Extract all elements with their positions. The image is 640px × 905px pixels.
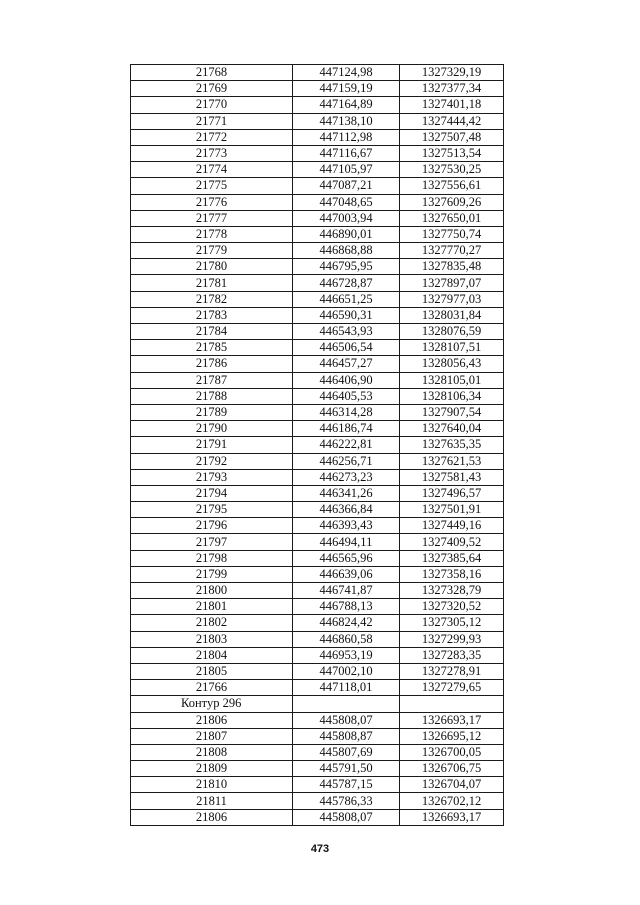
x-coordinate-cell: 445787,15 xyxy=(293,777,400,793)
point-id-cell: 21777 xyxy=(131,210,293,226)
x-coordinate-cell: 446590,31 xyxy=(293,307,400,323)
y-coordinate-cell: 1327320,52 xyxy=(400,599,504,615)
point-id-cell: 21802 xyxy=(131,615,293,631)
y-coordinate-cell: 1326693,17 xyxy=(400,809,504,825)
y-coordinate-cell: 1327409,52 xyxy=(400,534,504,550)
x-coordinate-cell: 446565,96 xyxy=(293,550,400,566)
x-coordinate-cell: 446186,74 xyxy=(293,421,400,437)
point-id-cell: 21779 xyxy=(131,243,293,259)
table-row xyxy=(131,663,504,679)
point-id-cell: 21766 xyxy=(131,680,293,696)
y-coordinate-cell: 1327501,91 xyxy=(400,502,504,518)
table-row xyxy=(131,647,504,663)
point-id-cell: 21806 xyxy=(131,712,293,728)
table-row xyxy=(131,566,504,582)
point-id-cell: 21798 xyxy=(131,550,293,566)
x-coordinate-cell: 445791,50 xyxy=(293,761,400,777)
y-coordinate-cell: 1328031,84 xyxy=(400,307,504,323)
y-coordinate-cell: 1326693,17 xyxy=(400,712,504,728)
point-id-cell: 21803 xyxy=(131,631,293,647)
table-row xyxy=(131,243,504,259)
table-row xyxy=(131,194,504,210)
y-coordinate-cell: 1326706,75 xyxy=(400,761,504,777)
x-coordinate-cell: 447105,97 xyxy=(293,162,400,178)
point-id-cell: 21811 xyxy=(131,793,293,809)
table-row xyxy=(131,583,504,599)
table-row xyxy=(131,259,504,275)
x-coordinate-cell: 446741,87 xyxy=(293,583,400,599)
x-coordinate-cell: 446506,54 xyxy=(293,340,400,356)
point-id-cell: 21773 xyxy=(131,145,293,161)
y-coordinate-cell: 1327449,16 xyxy=(400,518,504,534)
table-row xyxy=(131,113,504,129)
x-coordinate-cell: 445786,33 xyxy=(293,793,400,809)
table-row xyxy=(131,793,504,809)
y-coordinate-cell: 1327635,35 xyxy=(400,437,504,453)
x-coordinate-cell: 446868,88 xyxy=(293,243,400,259)
x-coordinate-cell: 446890,01 xyxy=(293,226,400,242)
point-id-cell: 21792 xyxy=(131,453,293,469)
table-row xyxy=(131,518,504,534)
y-coordinate-cell: 1327609,26 xyxy=(400,194,504,210)
point-id-cell: 21787 xyxy=(131,372,293,388)
table-row xyxy=(131,356,504,372)
x-coordinate-cell: 446341,26 xyxy=(293,485,400,501)
x-coordinate-cell: 447138,10 xyxy=(293,113,400,129)
y-coordinate-cell: 1327305,12 xyxy=(400,615,504,631)
coordinates-table-body xyxy=(131,65,504,826)
y-coordinate-cell: 1327507,48 xyxy=(400,129,504,145)
y-coordinate-cell: 1327750,74 xyxy=(400,226,504,242)
table-row xyxy=(131,210,504,226)
y-coordinate-cell: 1327328,79 xyxy=(400,583,504,599)
table-row xyxy=(131,372,504,388)
point-id-cell: 21790 xyxy=(131,421,293,437)
y-coordinate-cell: 1327329,19 xyxy=(400,65,504,81)
table-row xyxy=(131,226,504,242)
x-coordinate-cell: 446494,11 xyxy=(293,534,400,550)
point-id-cell: 21808 xyxy=(131,744,293,760)
x-coordinate-cell: 446728,87 xyxy=(293,275,400,291)
point-id-cell: 21785 xyxy=(131,340,293,356)
point-id-cell: 21794 xyxy=(131,485,293,501)
table-row xyxy=(131,534,504,550)
x-coordinate-cell: 446953,19 xyxy=(293,647,400,663)
x-coordinate-cell: 446393,43 xyxy=(293,518,400,534)
table-row xyxy=(131,502,504,518)
table-row xyxy=(131,421,504,437)
point-id-cell: 21810 xyxy=(131,777,293,793)
x-coordinate-cell: 447124,98 xyxy=(293,65,400,81)
x-coordinate-cell: 445807,69 xyxy=(293,744,400,760)
point-id-cell: 21796 xyxy=(131,518,293,534)
table-row xyxy=(131,145,504,161)
point-id-cell: 21771 xyxy=(131,113,293,129)
y-coordinate-cell: 1327835,48 xyxy=(400,259,504,275)
table-row xyxy=(131,761,504,777)
point-id-cell: 21799 xyxy=(131,566,293,582)
y-coordinate-cell: 1326702,12 xyxy=(400,793,504,809)
y-coordinate-cell: 1327513,54 xyxy=(400,145,504,161)
table-row xyxy=(131,178,504,194)
point-id-cell: 21789 xyxy=(131,404,293,420)
point-id-cell: 21774 xyxy=(131,162,293,178)
x-coordinate-cell: 447048,65 xyxy=(293,194,400,210)
table-row xyxy=(131,550,504,566)
y-coordinate-cell: 1327897,07 xyxy=(400,275,504,291)
table-row xyxy=(131,712,504,728)
point-id-cell: 21791 xyxy=(131,437,293,453)
y-coordinate-cell: 1328076,59 xyxy=(400,324,504,340)
page-number: 473 xyxy=(310,843,330,855)
table-row xyxy=(131,599,504,615)
table-row xyxy=(131,388,504,404)
y-coordinate-cell: 1327444,42 xyxy=(400,113,504,129)
x-coordinate-cell: 447116,67 xyxy=(293,145,400,161)
table-row xyxy=(131,631,504,647)
point-id-cell: 21778 xyxy=(131,226,293,242)
x-coordinate-cell: 446273,23 xyxy=(293,469,400,485)
point-id-cell: 21776 xyxy=(131,194,293,210)
point-id-cell: 21769 xyxy=(131,81,293,97)
table-row xyxy=(131,129,504,145)
table-row xyxy=(131,680,504,696)
x-coordinate-cell: 446639,06 xyxy=(293,566,400,582)
y-coordinate-cell: 1327401,18 xyxy=(400,97,504,113)
coordinates-table xyxy=(130,64,504,826)
y-coordinate-cell: 1327377,34 xyxy=(400,81,504,97)
table-row xyxy=(131,615,504,631)
point-id-cell: 21784 xyxy=(131,324,293,340)
y-coordinate-cell: 1327279,65 xyxy=(400,680,504,696)
point-id-cell: 21793 xyxy=(131,469,293,485)
y-coordinate-cell: 1327581,43 xyxy=(400,469,504,485)
y-coordinate-cell: 1327299,93 xyxy=(400,631,504,647)
point-id-cell: 21809 xyxy=(131,761,293,777)
table-row xyxy=(131,404,504,420)
table-row xyxy=(131,437,504,453)
x-coordinate-cell: 446457,27 xyxy=(293,356,400,372)
x-coordinate-cell: 446795,95 xyxy=(293,259,400,275)
x-coordinate-cell: 446543,93 xyxy=(293,324,400,340)
point-id-cell: 21801 xyxy=(131,599,293,615)
x-coordinate-cell: 446651,25 xyxy=(293,291,400,307)
y-coordinate-cell: 1327977,03 xyxy=(400,291,504,307)
x-coordinate-cell: 446405,53 xyxy=(293,388,400,404)
y-coordinate-cell: 1328106,34 xyxy=(400,388,504,404)
x-coordinate-cell: 446788,13 xyxy=(293,599,400,615)
y-coordinate-cell: 1327496,57 xyxy=(400,485,504,501)
point-id-cell: 21780 xyxy=(131,259,293,275)
table-row xyxy=(131,97,504,113)
y-coordinate-cell: 1328056,43 xyxy=(400,356,504,372)
point-id-cell: 21797 xyxy=(131,534,293,550)
y-coordinate-cell: 1327650,01 xyxy=(400,210,504,226)
y-coordinate-cell: 1326695,12 xyxy=(400,728,504,744)
y-coordinate-cell: 1328107,51 xyxy=(400,340,504,356)
section-empty-x xyxy=(293,696,400,712)
y-coordinate-cell: 1326700,05 xyxy=(400,744,504,760)
point-id-cell: 21788 xyxy=(131,388,293,404)
point-id-cell: 21782 xyxy=(131,291,293,307)
table-row xyxy=(131,162,504,178)
point-id-cell: 21807 xyxy=(131,728,293,744)
point-id-cell: 21795 xyxy=(131,502,293,518)
y-coordinate-cell: 1327770,27 xyxy=(400,243,504,259)
table-row xyxy=(131,453,504,469)
y-coordinate-cell: 1327385,64 xyxy=(400,550,504,566)
x-coordinate-cell: 446366,84 xyxy=(293,502,400,518)
x-coordinate-cell: 447003,94 xyxy=(293,210,400,226)
x-coordinate-cell: 445808,07 xyxy=(293,712,400,728)
x-coordinate-cell: 447118,01 xyxy=(293,680,400,696)
table-row xyxy=(131,340,504,356)
table-row xyxy=(131,307,504,323)
y-coordinate-cell: 1327621,53 xyxy=(400,453,504,469)
y-coordinate-cell: 1327358,16 xyxy=(400,566,504,582)
x-coordinate-cell: 446824,42 xyxy=(293,615,400,631)
x-coordinate-cell: 447087,21 xyxy=(293,178,400,194)
x-coordinate-cell: 447112,98 xyxy=(293,129,400,145)
point-id-cell: 21775 xyxy=(131,178,293,194)
table-row xyxy=(131,81,504,97)
point-id-cell: 21772 xyxy=(131,129,293,145)
x-coordinate-cell: 446406,90 xyxy=(293,372,400,388)
x-coordinate-cell: 446222,81 xyxy=(293,437,400,453)
point-id-cell: 21800 xyxy=(131,583,293,599)
y-coordinate-cell: 1327283,35 xyxy=(400,647,504,663)
y-coordinate-cell: 1327907,54 xyxy=(400,404,504,420)
x-coordinate-cell: 446256,71 xyxy=(293,453,400,469)
y-coordinate-cell: 1327640,04 xyxy=(400,421,504,437)
point-id-cell: 21768 xyxy=(131,65,293,81)
section-label: Контур 296 xyxy=(131,696,293,712)
table-row xyxy=(131,324,504,340)
y-coordinate-cell: 1327530,25 xyxy=(400,162,504,178)
table-row xyxy=(131,777,504,793)
y-coordinate-cell: 1326704,07 xyxy=(400,777,504,793)
section-empty-y xyxy=(400,696,504,712)
table-row xyxy=(131,65,504,81)
table-row xyxy=(131,275,504,291)
point-id-cell: 21770 xyxy=(131,97,293,113)
x-coordinate-cell: 446860,58 xyxy=(293,631,400,647)
y-coordinate-cell: 1328105,01 xyxy=(400,372,504,388)
x-coordinate-cell: 447159,19 xyxy=(293,81,400,97)
section-header-row xyxy=(131,696,504,712)
point-id-cell: 21804 xyxy=(131,647,293,663)
point-id-cell: 21806 xyxy=(131,809,293,825)
point-id-cell: 21786 xyxy=(131,356,293,372)
x-coordinate-cell: 447002,10 xyxy=(293,663,400,679)
point-id-cell: 21805 xyxy=(131,663,293,679)
table-row xyxy=(131,744,504,760)
table-row xyxy=(131,728,504,744)
point-id-cell: 21783 xyxy=(131,307,293,323)
point-id-cell: 21781 xyxy=(131,275,293,291)
x-coordinate-cell: 445808,87 xyxy=(293,728,400,744)
x-coordinate-cell: 446314,28 xyxy=(293,404,400,420)
table-row xyxy=(131,809,504,825)
y-coordinate-cell: 1327556,61 xyxy=(400,178,504,194)
table-row xyxy=(131,469,504,485)
table-row xyxy=(131,291,504,307)
x-coordinate-cell: 447164,89 xyxy=(293,97,400,113)
table-row xyxy=(131,485,504,501)
y-coordinate-cell: 1327278,91 xyxy=(400,663,504,679)
x-coordinate-cell: 445808,07 xyxy=(293,809,400,825)
